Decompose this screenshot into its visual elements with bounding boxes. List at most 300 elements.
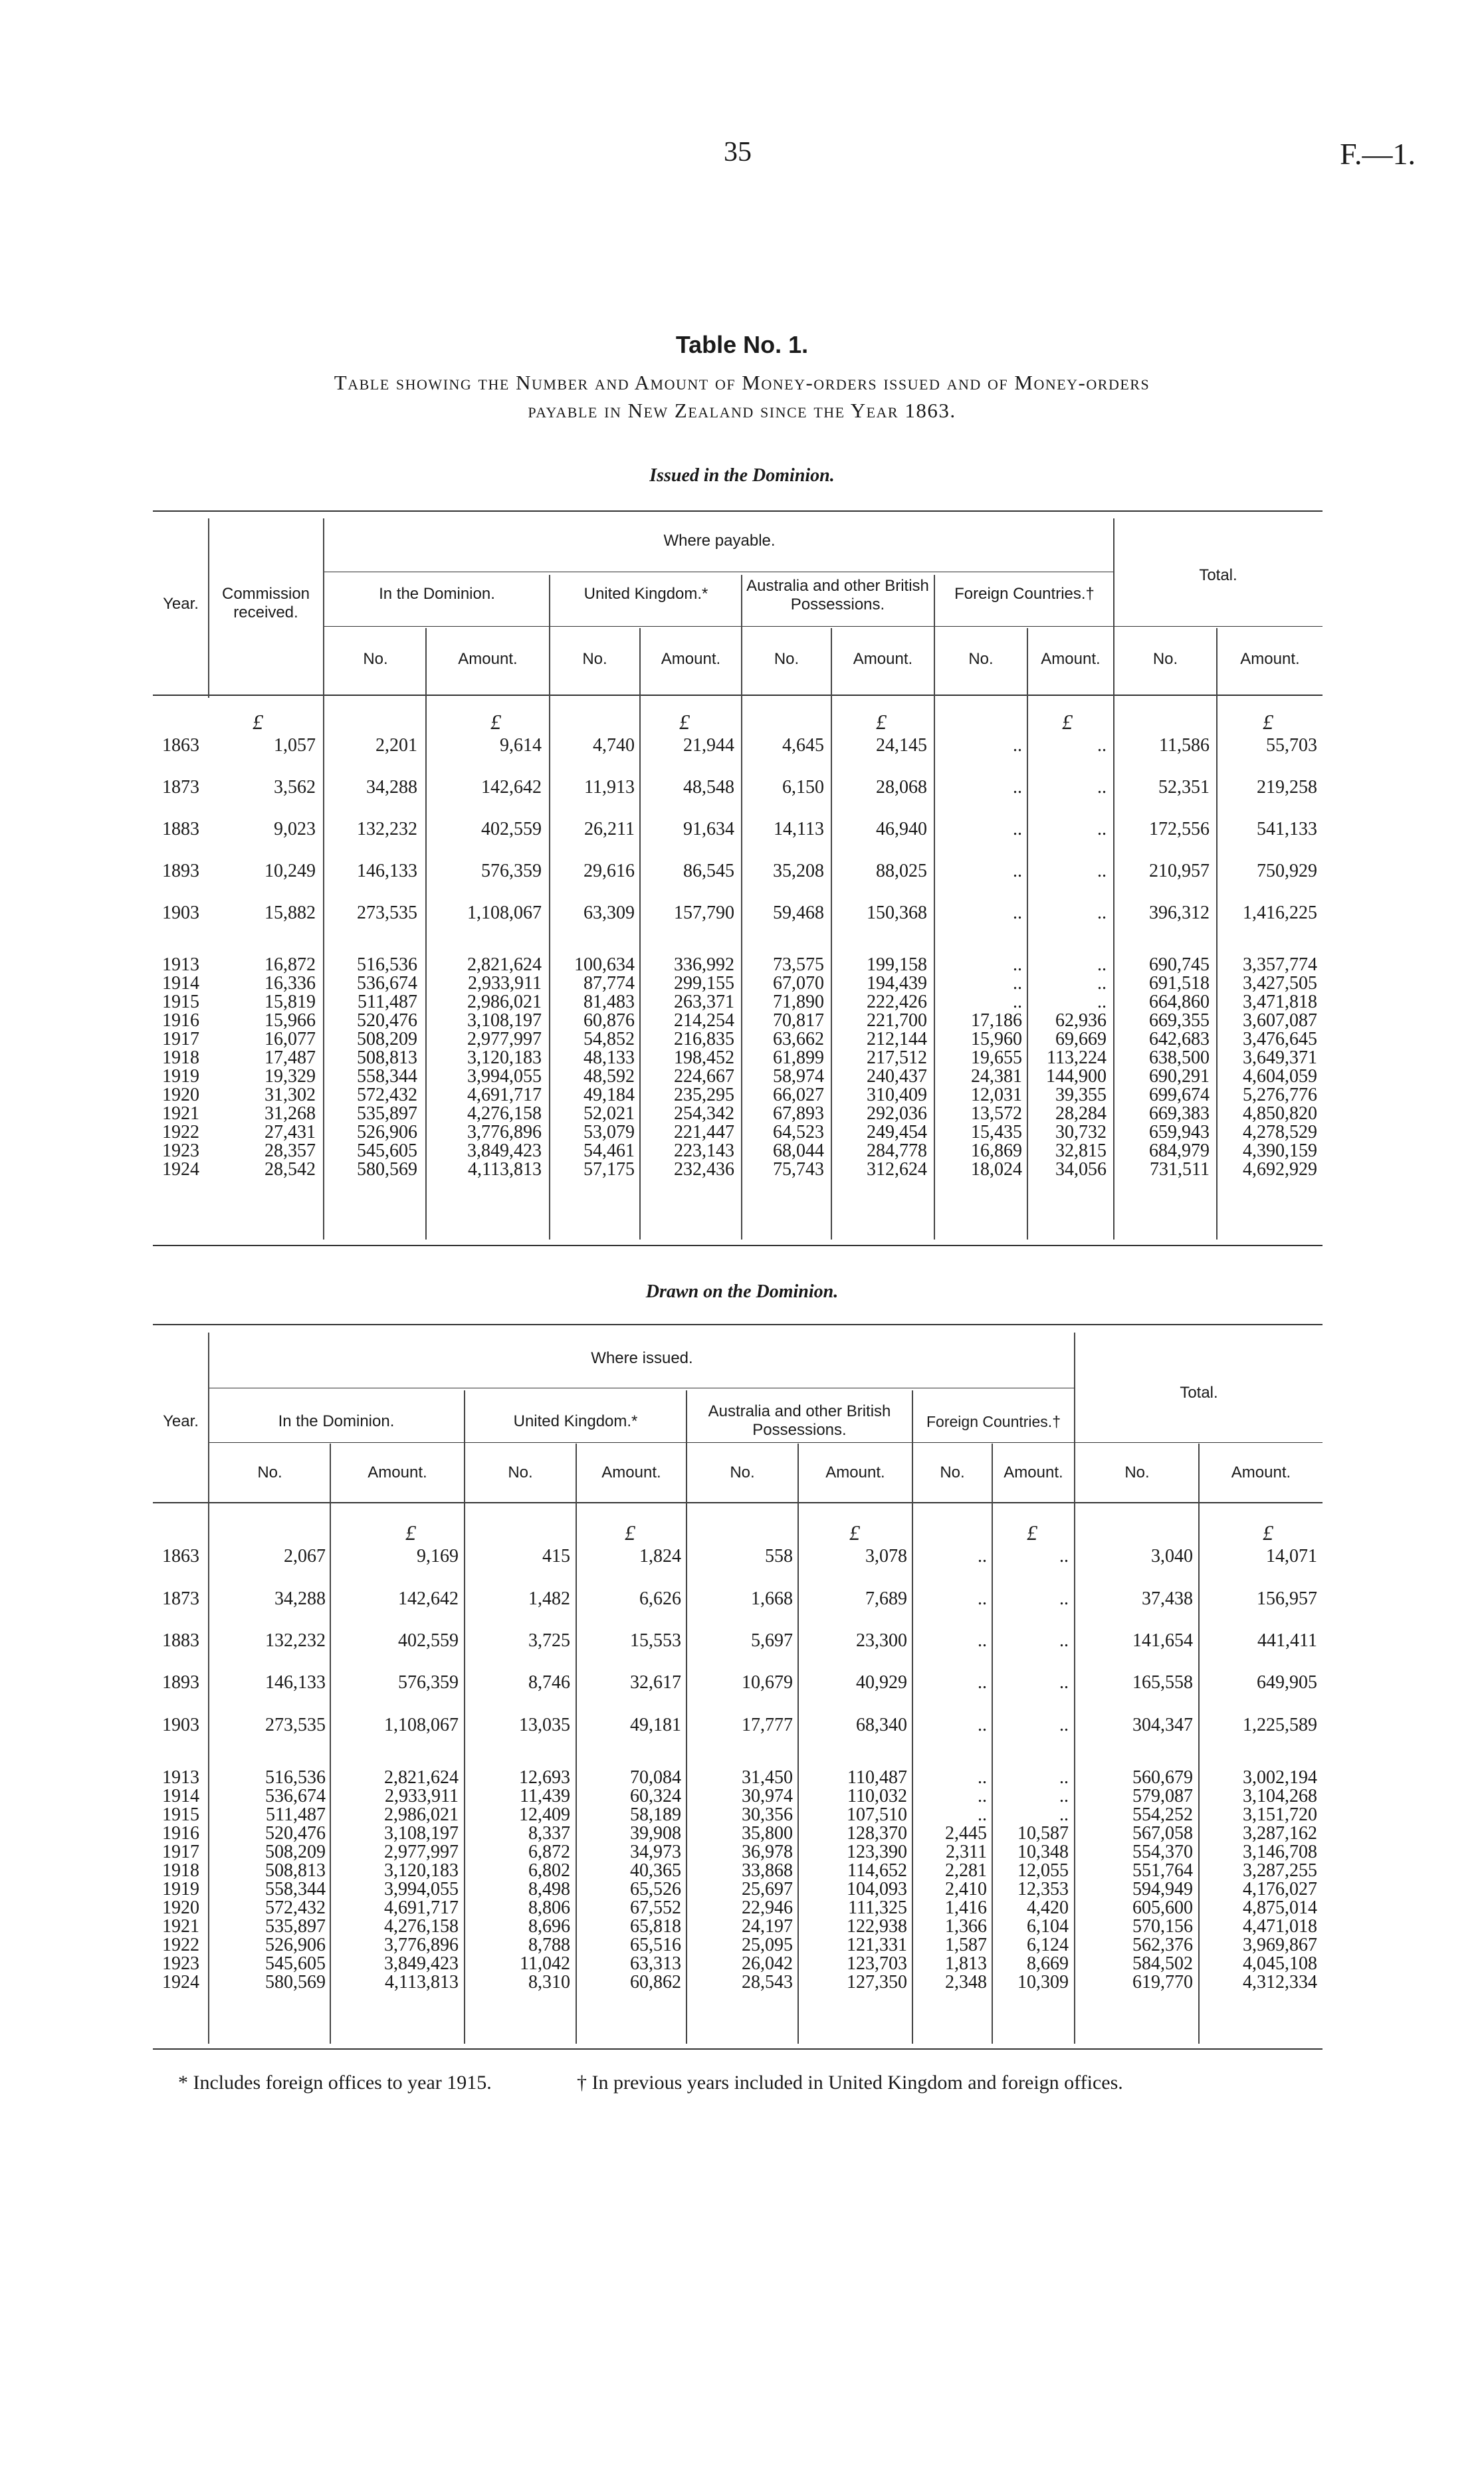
header-year: Year. — [163, 595, 199, 613]
value-cell: 562,376 — [1132, 1935, 1193, 1955]
value-cell: 535,897 — [265, 1916, 326, 1937]
issued-sub-rule — [324, 626, 1113, 627]
value-cell: 146,133 — [265, 1672, 326, 1693]
year-cell: 1922 — [162, 1935, 199, 1955]
value-cell: 88,025 — [876, 861, 927, 881]
value-cell: 649,905 — [1257, 1672, 1317, 1693]
value-cell: 4,276,158 — [384, 1916, 459, 1937]
value-cell: .. — [1013, 973, 1022, 994]
value-cell: 123,390 — [847, 1842, 907, 1862]
value-cell: 750,929 — [1257, 861, 1317, 881]
value-cell: 34,288 — [366, 777, 417, 798]
value-cell: 642,683 — [1149, 1029, 1210, 1049]
value-cell: 10,309 — [1017, 1972, 1069, 1993]
value-cell: 21,944 — [683, 735, 734, 756]
header-where-issued: Where issued. — [591, 1349, 693, 1367]
value-cell: 1,225,589 — [1243, 1715, 1317, 1735]
value-cell: .. — [1097, 861, 1107, 881]
value-cell: 26,211 — [584, 819, 635, 839]
value-cell: 219,258 — [1257, 777, 1317, 798]
value-cell: 10,249 — [265, 861, 316, 881]
value-cell: 579,087 — [1132, 1786, 1193, 1806]
value-cell: 4,278,529 — [1243, 1122, 1317, 1142]
year-cell: 1917 — [162, 1842, 199, 1862]
value-cell: 15,882 — [265, 903, 316, 923]
header-in-dominion: In the Dominion. — [278, 1412, 395, 1430]
value-cell: 198,452 — [674, 1047, 734, 1068]
value-cell: 65,526 — [630, 1879, 681, 1899]
value-cell: .. — [1059, 1767, 1069, 1788]
value-cell: 3,108,197 — [467, 1010, 542, 1031]
value-cell: 3,146,708 — [1243, 1842, 1317, 1862]
value-cell: 8,669 — [1027, 1953, 1069, 1974]
table-row — [0, 900, 1484, 926]
pound-sign-total: £ — [1263, 1521, 1273, 1545]
value-cell: .. — [1059, 1715, 1069, 1735]
value-cell: 594,949 — [1132, 1879, 1193, 1899]
header-aus-amount: Amount. — [825, 1463, 885, 1481]
header-uk-amount: Amount. — [661, 650, 721, 668]
table-row — [0, 1969, 1484, 1996]
value-cell: 8,806 — [528, 1897, 570, 1918]
value-cell: 28,284 — [1055, 1103, 1107, 1124]
value-cell: .. — [1013, 954, 1022, 975]
value-cell: 217,512 — [867, 1047, 927, 1068]
value-cell: 299,155 — [674, 973, 734, 994]
drawn-bottom-rule — [153, 2048, 1323, 2050]
header-foreign-amount: Amount. — [1041, 650, 1101, 668]
value-cell: 65,516 — [630, 1935, 681, 1955]
header-united-kingdom: United Kingdom.* — [583, 585, 708, 603]
pound-sign-commission: £ — [253, 710, 263, 734]
year-cell: 1924 — [162, 1159, 199, 1180]
pound-sign-foreign: £ — [1027, 1521, 1037, 1545]
value-cell: 2,933,911 — [385, 1786, 459, 1806]
value-cell: 638,500 — [1149, 1047, 1210, 1068]
value-cell: 221,447 — [674, 1122, 734, 1142]
pound-sign-australia: £ — [849, 1521, 860, 1545]
value-cell: 669,383 — [1149, 1103, 1210, 1124]
drawn-top-rule — [153, 1324, 1323, 1325]
value-cell: .. — [1059, 1786, 1069, 1806]
value-cell: 3,357,774 — [1243, 954, 1317, 975]
value-cell: 516,536 — [357, 954, 417, 975]
value-cell: 4,113,813 — [468, 1159, 542, 1180]
value-cell: .. — [978, 1546, 987, 1567]
footnote-right: † In previous years included in United Kingdom and foreign offices. — [577, 2072, 1123, 2094]
value-cell: 57,175 — [583, 1159, 635, 1180]
year-cell: 1924 — [162, 1972, 199, 1993]
value-cell: 146,133 — [357, 861, 417, 881]
value-cell: 48,133 — [583, 1047, 635, 1068]
header-where-payable: Where payable. — [663, 532, 776, 550]
value-cell: 6,104 — [1027, 1916, 1069, 1937]
value-cell: 214,254 — [674, 1010, 734, 1031]
value-cell: 104,093 — [847, 1879, 907, 1899]
value-cell: 216,835 — [674, 1029, 734, 1049]
value-cell: 3,120,183 — [467, 1047, 542, 1068]
value-cell: 31,302 — [265, 1085, 316, 1105]
value-cell: 699,674 — [1149, 1085, 1210, 1105]
value-cell: 32,815 — [1055, 1140, 1107, 1161]
value-cell: .. — [978, 1786, 987, 1806]
value-cell: 3,969,867 — [1243, 1935, 1317, 1955]
value-cell: 690,745 — [1149, 954, 1210, 975]
header-dominion-no: No. — [363, 650, 388, 668]
value-cell: 508,209 — [265, 1842, 326, 1862]
value-cell: 13,035 — [519, 1715, 570, 1735]
year-cell: 1915 — [162, 992, 199, 1012]
value-cell: 558,344 — [265, 1879, 326, 1899]
value-cell: 2,348 — [945, 1972, 987, 1993]
issued-caption: Issued in the Dominion. — [649, 465, 835, 486]
value-cell: 32,617 — [630, 1672, 681, 1693]
value-cell: 48,548 — [683, 777, 734, 798]
table-row — [0, 1670, 1484, 1696]
year-cell: 1920 — [162, 1897, 199, 1918]
value-cell: 62,936 — [1055, 1010, 1107, 1031]
value-cell: 6,150 — [782, 777, 824, 798]
value-cell: 3,108,197 — [384, 1823, 459, 1844]
value-cell: 576,359 — [398, 1672, 459, 1693]
value-cell: 67,552 — [630, 1897, 681, 1918]
value-cell: 15,966 — [265, 1010, 316, 1031]
table-row — [0, 774, 1484, 801]
value-cell: 402,559 — [398, 1630, 459, 1651]
value-cell: 11,042 — [520, 1953, 570, 1974]
header-uk-no: No. — [582, 650, 607, 668]
issued-bottom-rule — [153, 1245, 1323, 1246]
value-cell: 3,287,255 — [1243, 1860, 1317, 1881]
value-cell: 511,487 — [266, 1804, 326, 1825]
value-cell: 570,156 — [1132, 1916, 1193, 1937]
value-cell: 30,974 — [742, 1786, 793, 1806]
value-cell: 232,436 — [674, 1159, 734, 1180]
value-cell: 664,860 — [1149, 992, 1210, 1012]
value-cell: 4,691,717 — [467, 1085, 542, 1105]
value-cell: .. — [1097, 992, 1107, 1012]
value-cell: 86,545 — [683, 861, 734, 881]
issued-total-rule — [1113, 626, 1323, 627]
value-cell: 3,725 — [528, 1630, 570, 1651]
value-cell: .. — [1097, 973, 1107, 994]
value-cell: .. — [1059, 1588, 1069, 1609]
value-cell: 60,324 — [630, 1786, 681, 1806]
value-cell: 3,120,183 — [384, 1860, 459, 1881]
header-year: Year. — [163, 1412, 199, 1430]
document-code: F.—1. — [1340, 137, 1416, 171]
pound-sign-uk: £ — [679, 710, 690, 734]
table-row — [0, 732, 1484, 759]
value-cell: 28,542 — [265, 1159, 316, 1180]
year-cell: 1914 — [162, 973, 199, 994]
year-cell: 1918 — [162, 1860, 199, 1881]
value-cell: 2,986,021 — [384, 1804, 459, 1825]
value-cell: 3,287,162 — [1243, 1823, 1317, 1844]
value-cell: 8,498 — [528, 1879, 570, 1899]
value-cell: 249,454 — [867, 1122, 927, 1142]
value-cell: 1,813 — [945, 1953, 987, 1974]
value-cell: 24,381 — [971, 1066, 1022, 1087]
value-cell: 14,113 — [774, 819, 824, 839]
drawn-header-rule — [153, 1502, 1323, 1503]
value-cell: 165,558 — [1132, 1672, 1193, 1693]
year-cell: 1918 — [162, 1047, 199, 1068]
value-cell: 396,312 — [1149, 903, 1210, 923]
value-cell: 3,471,818 — [1243, 992, 1317, 1012]
value-cell: 150,368 — [867, 903, 927, 923]
value-cell: 31,450 — [742, 1767, 793, 1788]
pound-sign-total: £ — [1263, 710, 1273, 734]
value-cell: 6,626 — [639, 1588, 681, 1609]
table-row — [0, 858, 1484, 885]
value-cell: 545,605 — [357, 1140, 417, 1161]
value-cell: 684,979 — [1149, 1140, 1210, 1161]
value-cell: 415 — [542, 1546, 570, 1567]
value-cell: 3,040 — [1151, 1546, 1193, 1567]
value-cell: 1,108,067 — [467, 903, 542, 923]
value-cell: 2,410 — [945, 1879, 987, 1899]
year-cell: 1916 — [162, 1010, 199, 1031]
pound-sign-uk: £ — [625, 1521, 635, 1545]
value-cell: 54,852 — [583, 1029, 635, 1049]
value-cell: 30,356 — [742, 1804, 793, 1825]
value-cell: 67,893 — [773, 1103, 824, 1124]
value-cell: 12,353 — [1017, 1879, 1069, 1899]
value-cell: 17,777 — [742, 1715, 793, 1735]
value-cell: 16,336 — [265, 973, 316, 994]
drawn-caption: Drawn on the Dominion. — [645, 1281, 839, 1302]
value-cell: 3,002,194 — [1243, 1767, 1317, 1788]
value-cell: 8,788 — [528, 1935, 570, 1955]
value-cell: 572,432 — [357, 1085, 417, 1105]
value-cell: 336,992 — [674, 954, 734, 975]
value-cell: 235,295 — [674, 1085, 734, 1105]
value-cell: 16,077 — [265, 1029, 316, 1049]
value-cell: 2,977,997 — [467, 1029, 542, 1049]
value-cell: .. — [1013, 992, 1022, 1012]
value-cell: 2,821,624 — [467, 954, 542, 975]
value-cell: 68,340 — [856, 1715, 907, 1735]
value-cell: 70,817 — [773, 1010, 824, 1031]
value-cell: 6,802 — [528, 1860, 570, 1881]
value-cell: 2,986,021 — [467, 992, 542, 1012]
value-cell: 35,800 — [742, 1823, 793, 1844]
value-cell: 304,347 — [1132, 1715, 1193, 1735]
value-cell: 3,649,371 — [1243, 1047, 1317, 1068]
value-cell: 16,872 — [265, 954, 316, 975]
value-cell: 68,044 — [773, 1140, 824, 1161]
value-cell: 516,536 — [265, 1767, 326, 1788]
value-cell: 1,057 — [274, 735, 316, 756]
header-australia: Australia and other British Possessions. — [746, 577, 929, 613]
value-cell: 1,587 — [945, 1935, 987, 1955]
value-cell: 536,674 — [357, 973, 417, 994]
value-cell: 12,031 — [971, 1085, 1022, 1105]
value-cell: 6,124 — [1027, 1935, 1069, 1955]
value-cell: 31,268 — [265, 1103, 316, 1124]
value-cell: 5,697 — [751, 1630, 793, 1651]
value-cell: 36,978 — [742, 1842, 793, 1862]
year-cell: 1919 — [162, 1879, 199, 1899]
value-cell: 4,875,014 — [1243, 1897, 1317, 1918]
value-cell: 24,145 — [876, 735, 927, 756]
value-cell: 25,095 — [742, 1935, 793, 1955]
value-cell: 24,197 — [742, 1916, 793, 1937]
value-cell: .. — [1059, 1546, 1069, 1567]
value-cell: .. — [1097, 954, 1107, 975]
value-cell: 1,108,067 — [384, 1715, 459, 1735]
value-cell: 13,572 — [971, 1103, 1022, 1124]
value-cell: 28,068 — [876, 777, 927, 798]
value-cell: .. — [978, 1588, 987, 1609]
value-cell: 273,535 — [265, 1715, 326, 1735]
value-cell: 690,291 — [1149, 1066, 1210, 1087]
value-cell: 284,778 — [867, 1140, 927, 1161]
value-cell: 551,764 — [1132, 1860, 1193, 1881]
year-cell: 1916 — [162, 1823, 199, 1844]
value-cell: 576,359 — [481, 861, 542, 881]
value-cell: 12,055 — [1017, 1860, 1069, 1881]
pound-sign-australia: £ — [876, 710, 887, 734]
value-cell: 3,078 — [865, 1546, 907, 1567]
value-cell: 545,605 — [265, 1953, 326, 1974]
header-united-kingdom: United Kingdom.* — [513, 1412, 638, 1430]
header-total-amount: Amount. — [1231, 1463, 1291, 1481]
value-cell: 4,740 — [593, 735, 635, 756]
value-cell: 69,669 — [1055, 1029, 1107, 1049]
value-cell: 40,365 — [630, 1860, 681, 1881]
value-cell: 19,655 — [971, 1047, 1022, 1068]
value-cell: 9,614 — [500, 735, 542, 756]
value-cell: 508,209 — [357, 1029, 417, 1049]
value-cell: 30,732 — [1055, 1122, 1107, 1142]
value-cell: 142,642 — [481, 777, 542, 798]
value-cell: 59,468 — [773, 903, 824, 923]
value-cell: 26,042 — [742, 1953, 793, 1974]
value-cell: 141,654 — [1132, 1630, 1193, 1651]
value-cell: 49,184 — [583, 1085, 635, 1105]
header-in-dominion: In the Dominion. — [379, 585, 495, 603]
value-cell: 554,370 — [1132, 1842, 1193, 1862]
value-cell: 34,973 — [630, 1842, 681, 1862]
year-cell: 1893 — [162, 1672, 199, 1693]
value-cell: 12,409 — [519, 1804, 570, 1825]
value-cell: 75,743 — [773, 1159, 824, 1180]
value-cell: 3,104,268 — [1243, 1786, 1317, 1806]
value-cell: 659,943 — [1149, 1122, 1210, 1142]
value-cell: 1,366 — [945, 1916, 987, 1937]
header-total-amount: Amount. — [1240, 650, 1300, 668]
value-cell: 2,201 — [375, 735, 417, 756]
value-cell: 4,113,813 — [385, 1972, 459, 1993]
header-uk-no: No. — [508, 1463, 533, 1481]
value-cell: 224,667 — [674, 1066, 734, 1087]
value-cell: 28,543 — [742, 1972, 793, 1993]
value-cell: 263,371 — [674, 992, 734, 1012]
value-cell: 310,409 — [867, 1085, 927, 1105]
value-cell: 29,616 — [583, 861, 635, 881]
value-cell: 8,337 — [528, 1823, 570, 1844]
value-cell: 18,024 — [971, 1159, 1022, 1180]
value-cell: 110,487 — [847, 1767, 907, 1788]
value-cell: 33,868 — [742, 1860, 793, 1881]
value-cell: 222,426 — [867, 992, 927, 1012]
value-cell: 67,070 — [773, 973, 824, 994]
header-total: Total. — [1180, 1384, 1218, 1402]
header-aus-no: No. — [774, 650, 799, 668]
value-cell: 64,523 — [773, 1122, 824, 1142]
year-cell: 1873 — [162, 777, 199, 798]
value-cell: 535,897 — [357, 1103, 417, 1124]
issued-top-rule — [153, 510, 1323, 512]
value-cell: 12,693 — [519, 1767, 570, 1788]
value-cell: 11,913 — [584, 777, 635, 798]
value-cell: 63,662 — [773, 1029, 824, 1049]
header-total-no: No. — [1124, 1463, 1150, 1481]
value-cell: 110,032 — [847, 1786, 907, 1806]
value-cell: 81,483 — [583, 992, 635, 1012]
value-cell: 8,746 — [528, 1672, 570, 1693]
value-cell: 4,604,059 — [1243, 1066, 1317, 1087]
table-row — [0, 1156, 1484, 1183]
value-cell: 87,774 — [583, 973, 635, 994]
value-cell: 107,510 — [847, 1804, 907, 1825]
value-cell: 60,862 — [630, 1972, 681, 1993]
value-cell: 223,143 — [674, 1140, 734, 1161]
header-uk-amount: Amount. — [601, 1463, 661, 1481]
value-cell: 2,445 — [945, 1823, 987, 1844]
value-cell: 194,439 — [867, 973, 927, 994]
value-cell: 39,355 — [1055, 1085, 1107, 1105]
value-cell: 292,036 — [867, 1103, 927, 1124]
value-cell: 23,300 — [856, 1630, 907, 1651]
value-cell: .. — [1013, 819, 1022, 839]
value-cell: 541,133 — [1257, 819, 1317, 839]
value-cell: .. — [1013, 735, 1022, 756]
value-cell: 4,312,334 — [1243, 1972, 1317, 1993]
value-cell: 63,313 — [630, 1953, 681, 1974]
value-cell: .. — [978, 1767, 987, 1788]
value-cell: 8,310 — [528, 1972, 570, 1993]
value-cell: 52,351 — [1158, 777, 1210, 798]
value-cell: 520,476 — [265, 1823, 326, 1844]
value-cell: 511,487 — [358, 992, 417, 1012]
value-cell: 27,431 — [265, 1122, 316, 1142]
year-cell: 1903 — [162, 903, 199, 923]
year-cell: 1863 — [162, 735, 199, 756]
value-cell: 53,079 — [583, 1122, 635, 1142]
year-cell: 1921 — [162, 1103, 199, 1124]
value-cell: 4,691,717 — [384, 1897, 459, 1918]
table-row — [0, 816, 1484, 843]
year-cell: 1883 — [162, 1630, 199, 1651]
value-cell: 19,329 — [265, 1066, 316, 1087]
value-cell: 526,906 — [265, 1935, 326, 1955]
value-cell: 1,824 — [639, 1546, 681, 1567]
value-cell: 113,224 — [1047, 1047, 1107, 1068]
value-cell: 8,696 — [528, 1916, 570, 1937]
value-cell: 691,518 — [1149, 973, 1210, 994]
header-aus-no: No. — [730, 1463, 755, 1481]
value-cell: 536,674 — [265, 1786, 326, 1806]
value-cell: 3,776,896 — [384, 1935, 459, 1955]
value-cell: 34,056 — [1055, 1159, 1107, 1180]
value-cell: .. — [1059, 1672, 1069, 1693]
value-cell: 35,208 — [773, 861, 824, 881]
value-cell: 3,427,505 — [1243, 973, 1317, 994]
value-cell: 584,502 — [1132, 1953, 1193, 1974]
